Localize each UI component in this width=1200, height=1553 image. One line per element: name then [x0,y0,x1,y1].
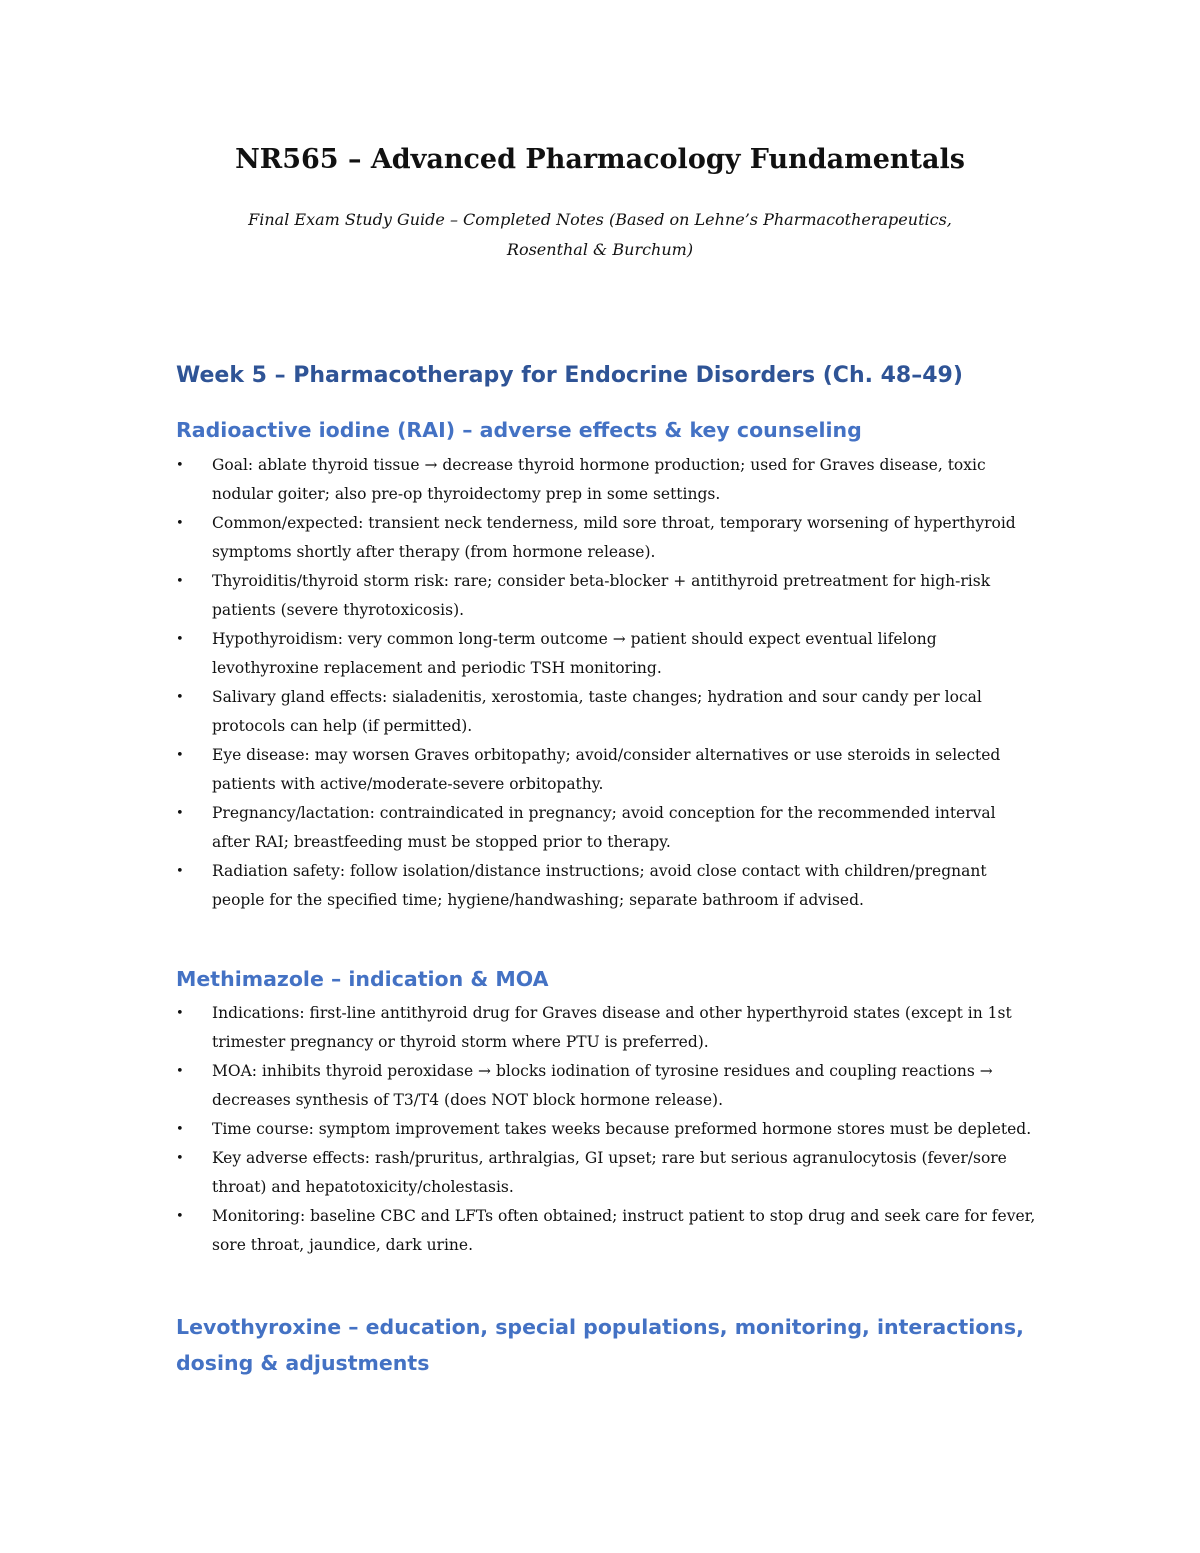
bullet-icon: • [176,1151,184,1166]
list-item-text: Salivary gland effects: sialadenitis, xerostomia, taste changes; hydration and sour candy per local protocols can help (if permitted). [212,688,982,735]
bullet-icon: • [176,574,184,589]
bullet-icon: • [176,1209,184,1224]
week-heading: Week 5 – Pharmacotherapy for Endocrine Disorders (Ch. 48–49) [176,363,963,388]
subtitle-line-2: Rosenthal & Burchum) [506,240,694,259]
list-item-text: MOA: inhibits thyroid peroxidase → blocks iodination of tyrosine residues and coupling reactions → decreases synthesis of T3/T4 (does NOT block hormone release). [212,1062,993,1109]
list-item [176,683,1036,741]
list-item [176,1115,1036,1144]
list-item [176,451,1036,509]
list-item-text: Monitoring: baseline CBC and LFTs often obtained; instruct patient to stop drug and seek care for fever, sore throat, jaundice, dark urine. [212,1207,1036,1254]
list-item-text: Key adverse effects: rash/pruritus, arthralgias, GI upset; rare but serious agranulocytosis (fever/sore throat) and hepatotoxicity/cholestasis. [212,1149,1007,1196]
bullet-icon: • [176,1122,184,1137]
bullet-list-methimazole [176,999,1036,1260]
section-heading-rai: Radioactive iodine (RAI) – adverse effects & key counseling [176,418,862,442]
list-item [176,999,1036,1057]
list-item [176,1057,1036,1115]
bullet-list-rai [176,451,1036,915]
bullet-icon: • [176,690,184,705]
list-item-text: Thyroiditis/thyroid storm risk: rare; consider beta-blocker + antithyroid pretreatment for high-risk patients (severe thyrotoxicosis). [212,572,991,619]
bullet-icon: • [176,864,184,879]
list-item-text: Common/expected: transient neck tenderness, mild sore throat, temporary worsening of hyperthyroid symptoms shortly after therapy (from hormone release). [212,514,1016,561]
list-item-text: Pregnancy/lactation: contraindicated in pregnancy; avoid conception for the recommended interval after RAI; breastfeeding must be stopped prior to therapy. [212,804,996,851]
document-subtitle [200,205,1000,265]
list-item [176,1144,1036,1202]
list-item [176,1202,1036,1260]
section-heading-levothyroxine: Levothyroxine – education, special populations, monitoring, interactions, dosing & adjustments [176,1315,1024,1375]
bullet-icon: • [176,516,184,531]
bullet-icon: • [176,632,184,647]
list-item-text: Hypothyroidism: very common long-term outcome → patient should expect eventual lifelong levothyroxine replacement and periodic TSH monitoring. [212,630,937,677]
document-title: NR565 – Advanced Pharmacology Fundamentals [235,144,965,175]
bullet-icon: • [176,458,184,473]
list-item [176,857,1036,915]
bullet-icon: • [176,806,184,821]
list-item [176,567,1036,625]
subtitle-line-1: Final Exam Study Guide – Completed Notes (Based on Lehne’s Pharmacotherapeutics, [248,210,952,229]
list-item-text: Eye disease: may worsen Graves orbitopathy; avoid/consider alternatives or use steroids in selected patients with active/moderate-severe orbitopathy. [212,746,1001,793]
list-item-text: Time course: symptom improvement takes weeks because preformed hormone stores must be depleted. [212,1120,1032,1138]
list-item [176,799,1036,857]
list-item-text: Goal: ablate thyroid tissue → decrease thyroid hormone production; used for Graves disease, toxic nodular goiter; also pre-op thyroidectomy prep in some settings. [212,456,986,503]
bullet-icon: • [176,1064,184,1079]
section-heading-methimazole: Methimazole – indication & MOA [176,967,549,991]
list-item [176,625,1036,683]
bullet-icon: • [176,748,184,763]
list-item [176,509,1036,567]
list-item [176,741,1036,799]
list-item-text: Radiation safety: follow isolation/distance instructions; avoid close contact with children/pregnant people for the specified time; hygiene/handwashing; separate bathroom if advised. [212,862,987,909]
list-item-text: Indications: first-line antithyroid drug for Graves disease and other hyperthyroid states (except in 1st trimester pregnancy or thyroid storm where PTU is preferred). [212,1004,1012,1051]
bullet-icon: • [176,1006,184,1021]
